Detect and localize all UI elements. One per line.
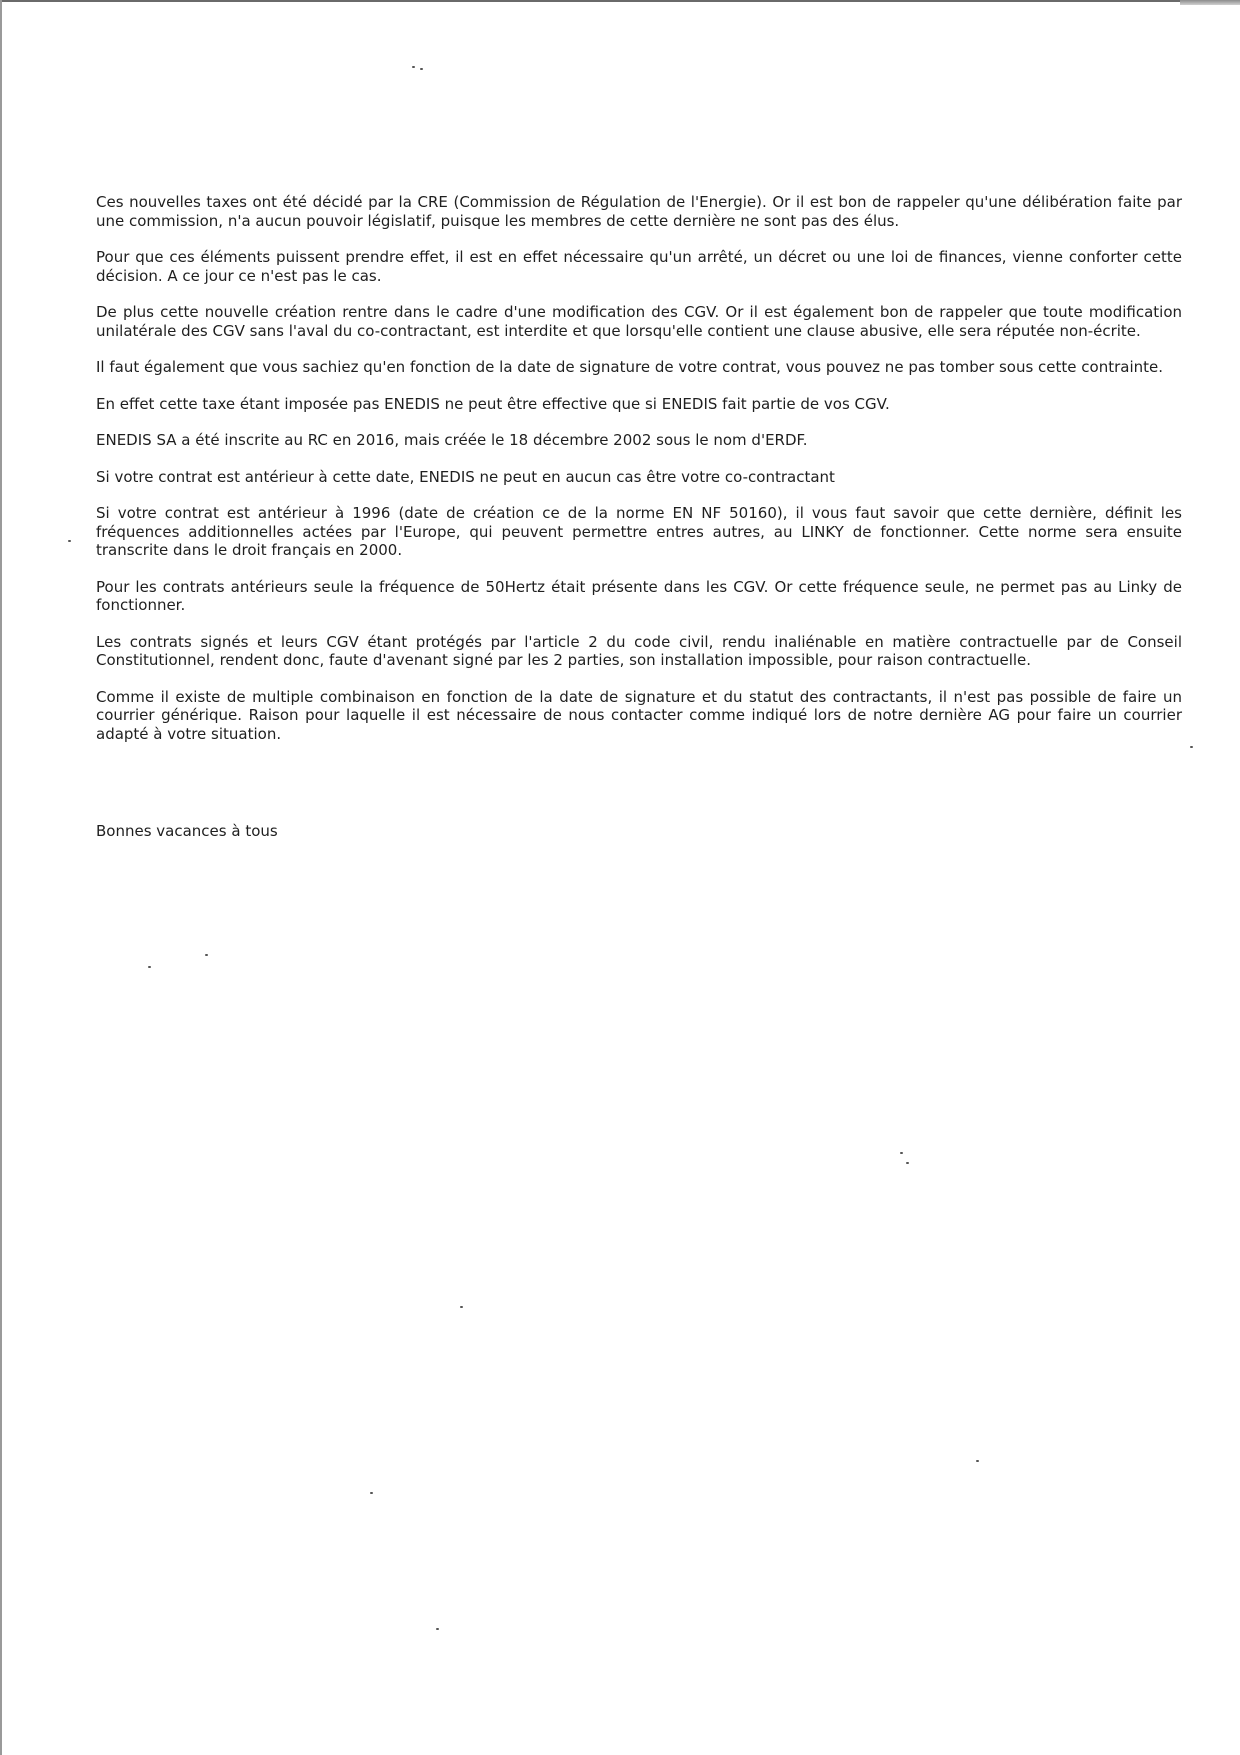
scan-edge-left	[0, 0, 2, 1755]
paragraph-norm-50160: Si votre contrat est antérieur à 1996 (date de création ce de la norme EN NF 50160), il vous faut savoir que cette dernière, définit les fréquences additionnelles actées par l'Europe, qui peuvent permettre entres autres, au LINKY de fonctionner. Cette norme sera ensuite transcrite dans le droit français en 2000.	[96, 504, 1182, 559]
letter-body	[96, 193, 1182, 761]
paragraph-enedis-history: ENEDIS SA a été inscrite au RC en 2016, mais créée le 18 décembre 2002 sous le nom d'ERDF.	[96, 431, 808, 449]
scan-speck	[1190, 746, 1193, 748]
paragraph-50hertz: Pour les contrats antérieurs seule la fréquence de 50Hertz était présente dans les CGV. Or cette fréquence seule, ne permet pas au Linky de fonctionner.	[96, 577, 1182, 614]
scan-speck	[900, 1152, 903, 1154]
scan-speck	[205, 954, 208, 956]
closing-line: Bonnes vacances à tous	[96, 822, 278, 840]
scan-speck	[436, 1628, 439, 1630]
paragraph-cgv-modification: De plus cette nouvelle création rentre dans le cadre d'une modification des CGV. Or il est également bon de rappeler que toute modification unilatérale des CGV sans l'aval du co-contractant, est interdite et que lorsqu'elle contient une clause abusive, elle sera réputée non-écrite.	[96, 303, 1182, 340]
paragraph-legal-basis: Pour que ces éléments puissent prendre effet, il est en effet nécessaire qu'un arrêté, un décret ou une loi de finances, vienne conforter cette décision. A ce jour ce n'est pas le cas.	[96, 248, 1182, 285]
paragraph-contact-us: Comme il existe de multiple combinaison en fonction de la date de signature et du statut des contractants, il n'est pas possible de faire un courrier générique. Raison pour laquelle il est nécessaire de nous contacter comme indiqué lors de notre dernière AG pour faire un courrier adapté à votre situation.	[96, 687, 1182, 743]
scan-speck	[68, 540, 71, 542]
scan-speck	[412, 66, 415, 68]
scan-speck	[148, 966, 151, 968]
paragraph-cre-taxes: Ces nouvelles taxes ont été décidé par la CRE (Commission de Régulation de l'Energie). Or il est bon de rappeler qu'une délibération faite par une commission, n'a aucun pouvoir législatif, puisque les membres de cette dernière ne sont pas des élus.	[96, 193, 1182, 230]
paragraph-civil-code: Les contrats signés et leurs CGV étant protégés par l'article 2 du code civil, rendu inaliénable en matière contractuelle par de Conseil Constitutionnel, rendent donc, faute d'avenant signé par les 2 parties, son installation impossible, pour raison contractuelle.	[96, 632, 1182, 669]
scan-speck	[370, 1492, 373, 1494]
paragraph-prior-contract: Si votre contrat est antérieur à cette date, ENEDIS ne peut en aucun cas être votre co-contractant	[96, 467, 835, 486]
paragraph-enedis-tax: En effet cette taxe étant imposée pas ENEDIS ne peut être effective que si ENEDIS fait partie de vos CGV.	[96, 394, 890, 413]
scan-edge-top	[0, 0, 1240, 2]
scan-edge-top-right	[1180, 0, 1240, 5]
paragraph-contract-date: Il faut également que vous sachiez qu'en fonction de la date de signature de votre contrat, vous pouvez ne pas tomber sous cette contrainte.	[96, 358, 1164, 376]
scan-speck	[906, 1162, 909, 1164]
scan-speck	[460, 1306, 463, 1308]
scan-speck	[420, 68, 423, 70]
scan-speck	[976, 1460, 979, 1462]
